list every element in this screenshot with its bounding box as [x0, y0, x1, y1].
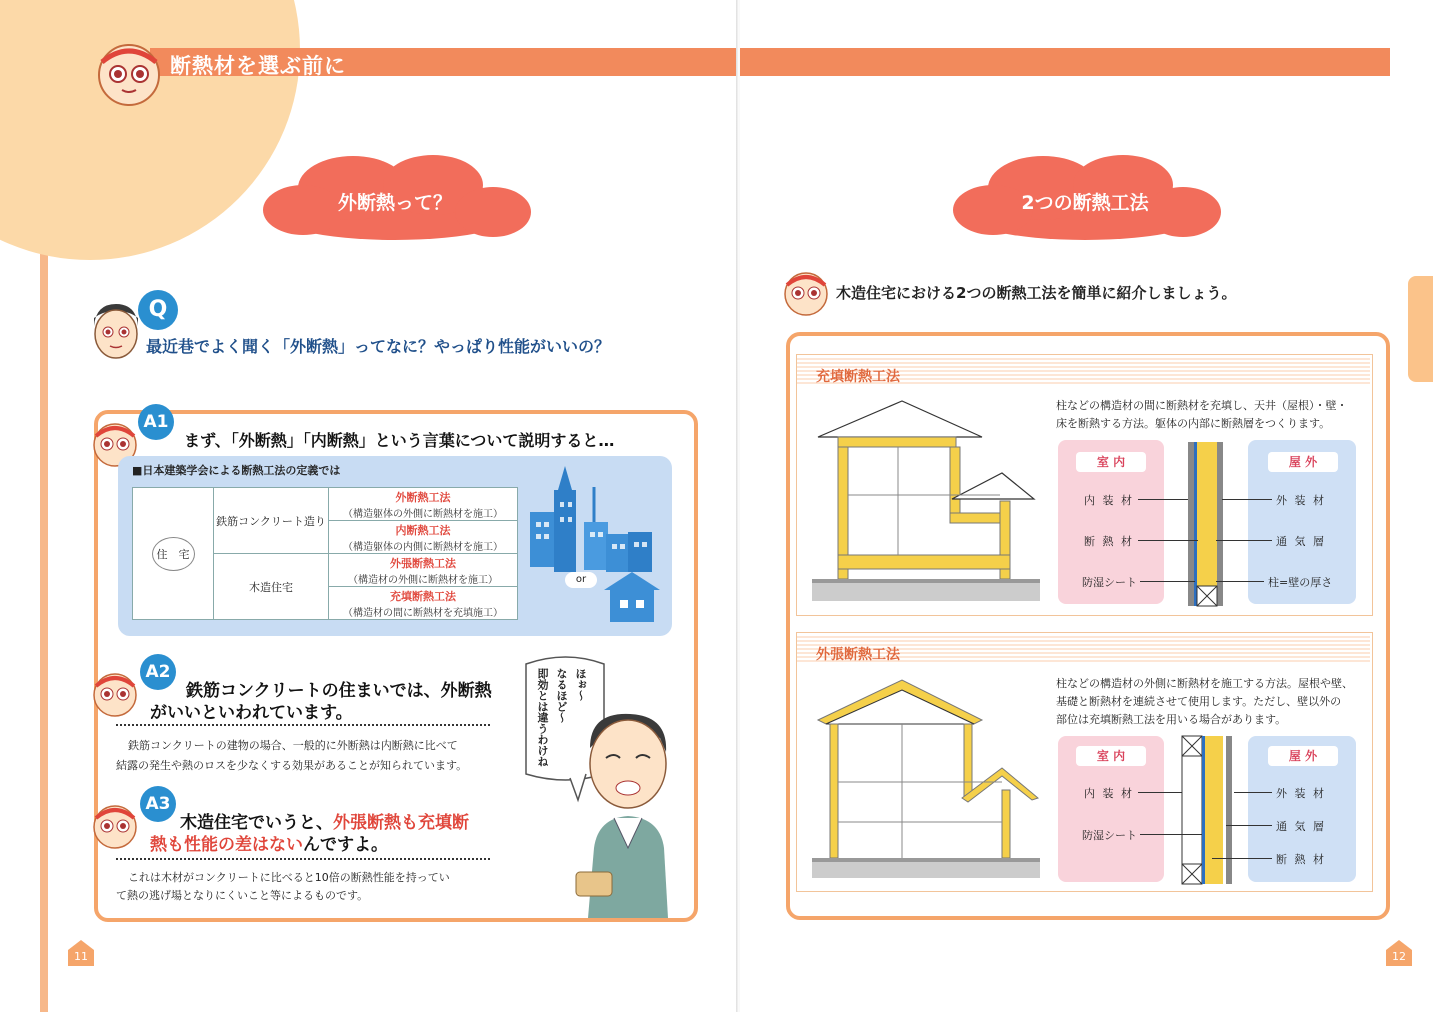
- question-text: 最近巷でよく聞く「外断熱」ってなに？やっぱり性能がいいの？: [146, 337, 611, 356]
- outside-label: 屋 外: [1268, 452, 1338, 472]
- page-number: 11: [74, 950, 88, 963]
- leader-line: [1212, 858, 1272, 859]
- fill-inner-label: 防湿シート: [1082, 576, 1137, 589]
- divider: [116, 724, 490, 726]
- ext-method-title: 外張断熱工法: [816, 647, 900, 663]
- table-cell-wood: 木造住宅: [214, 554, 329, 620]
- page-number: 12: [1392, 950, 1406, 963]
- a3-heading-emphasis: 熱も性能の差はない: [150, 835, 303, 855]
- speech-col3: 即効とは違うわけね: [536, 668, 549, 767]
- ext-outer-label: 断 熱 材: [1276, 853, 1326, 866]
- inside-label: 室 内: [1076, 452, 1146, 472]
- ext-desc-line1: 柱などの構造材の外側に断熱材を施工する方法。屋根や壁、: [1056, 677, 1353, 690]
- speech-col2: なるほど〜: [555, 668, 568, 723]
- a3-badge: A3: [140, 786, 176, 822]
- method-name: 充填断熱工法: [390, 589, 456, 603]
- ext-inner-label: 内 装 材: [1084, 787, 1134, 800]
- a3-body-line1: これは木材がコンクリートに比べると10倍の断熱性能を持ってい: [128, 871, 450, 884]
- intro-text: 木造住宅における2つの断熱工法を簡単に紹介しましょう。: [836, 284, 1237, 302]
- ext-outer-label: 通 気 層: [1276, 820, 1326, 833]
- leader-line: [1138, 499, 1188, 500]
- leader-line: [1234, 792, 1272, 793]
- ext-outer-label: 外 装 材: [1276, 787, 1326, 800]
- a2-badge: A2: [140, 654, 176, 690]
- ext-desc-line2: 基礎と断熱材を連続させて使用します。ただし、壁以外の: [1056, 695, 1342, 708]
- method-name: 外張断熱工法: [390, 556, 456, 570]
- side-tab: [1408, 276, 1433, 382]
- man-face-icon: [88, 300, 144, 362]
- speech-col1: ほぉ〜: [574, 668, 587, 701]
- method-note: （構造躯体の外側に断熱材を施工）: [343, 508, 503, 520]
- a3-heading-line2: [150, 830, 388, 855]
- leader-line: [1140, 581, 1195, 582]
- leader-line: [1226, 825, 1272, 826]
- method-note: （構造材の外側に断熱材を施工）: [348, 574, 498, 586]
- definition-table: [132, 487, 518, 620]
- method-note: （構造材の間に断熱材を充填施工）: [343, 607, 503, 619]
- fill-outer-label: 柱=壁の厚さ: [1268, 576, 1333, 589]
- cloud-title: 2つの断熱工法: [1021, 192, 1149, 214]
- leader-line: [1222, 499, 1272, 500]
- fill-method-title: 充填断熱工法: [816, 369, 900, 385]
- a3-heading-part: んですよ。: [303, 835, 388, 855]
- fill-outer-label: 通 気 層: [1276, 535, 1326, 548]
- fill-house-diagram: [812, 395, 1044, 607]
- leader-line: [1216, 540, 1272, 541]
- fill-outer-label: 外 装 材: [1276, 494, 1326, 507]
- a3-body-line2: て熱の逃げ場となりにくいこと等によるものです。: [116, 889, 369, 902]
- ext-desc-line3: 部位は充填断熱工法を用いる場合があります。: [1056, 713, 1287, 726]
- man-illustration: [568, 708, 688, 918]
- or-label: or: [565, 572, 597, 588]
- method-name: 内断熱工法: [395, 523, 451, 537]
- definition-title: ■日本建築学会による断熱工法の定義では: [132, 464, 341, 477]
- table-cell-rc: 鉄筋コンクリート造り: [214, 488, 329, 554]
- header-title: 断熱材を選ぶ前に: [170, 54, 346, 78]
- fill-inner-label: 内 装 材: [1084, 494, 1134, 507]
- table-row: [329, 587, 518, 620]
- house-label: 住 宅: [152, 537, 195, 571]
- a2-body-line2: 結露の発生や熱のロスを少なくする効果があることが知られています。: [116, 759, 468, 772]
- ext-inner-label: 防湿シート: [1082, 829, 1137, 842]
- inside-label: 室 内: [1076, 746, 1146, 766]
- method-name: 外断熱工法: [395, 490, 451, 504]
- fill-wall-section: [1182, 440, 1232, 608]
- a2-heading-line2: がいいといわれています。: [150, 703, 353, 723]
- a1-badge: A1: [138, 404, 174, 440]
- header-bar: [740, 48, 1390, 76]
- buildings-illustration: [524, 462, 664, 632]
- a2-body-line1: 鉄筋コンクリートの建物の場合、一般的に外断熱は内断熱に比べて: [128, 739, 458, 752]
- a3-heading-part: 木造住宅でいうと、: [180, 813, 333, 833]
- divider: [116, 858, 490, 860]
- a1-heading: まず、「外断熱」「内断熱」という言葉について説明すると…: [184, 431, 615, 450]
- fill-inner-label: 断 熱 材: [1084, 535, 1134, 548]
- table-cell-house: [133, 488, 214, 620]
- question-badge: Q: [138, 290, 178, 330]
- mascot-face-icon: [90, 794, 140, 852]
- table-row: [329, 488, 518, 521]
- fill-desc-line2: 床を断熱する方法。躯体の内部に断熱層をつくります。: [1056, 417, 1331, 430]
- a3-heading-emphasis: 外張断熱も充填断: [333, 813, 469, 833]
- leader-line: [1138, 792, 1182, 793]
- table-row: [329, 521, 518, 554]
- method-note: （構造躯体の内側に断熱材を施工）: [343, 541, 503, 553]
- leader-line: [1140, 834, 1202, 835]
- ext-house-diagram: [812, 672, 1044, 884]
- cloud-title: 外断熱って？: [337, 192, 452, 214]
- a2-heading-line1: 鉄筋コンクリートの住まいでは、外断熱: [186, 681, 492, 701]
- mascot-face-icon: [780, 262, 832, 320]
- mascot-face-icon: [90, 662, 140, 720]
- mascot-face-icon: [94, 30, 164, 110]
- leader-line: [1216, 581, 1264, 582]
- leader-line: [1138, 540, 1198, 541]
- ext-wall-section: [1178, 734, 1238, 886]
- table-row: [329, 554, 518, 587]
- outside-label: 屋 外: [1268, 746, 1338, 766]
- fill-desc-line1: 柱などの構造材の間に断熱材を充填し、天井（屋根）・壁・: [1056, 399, 1348, 412]
